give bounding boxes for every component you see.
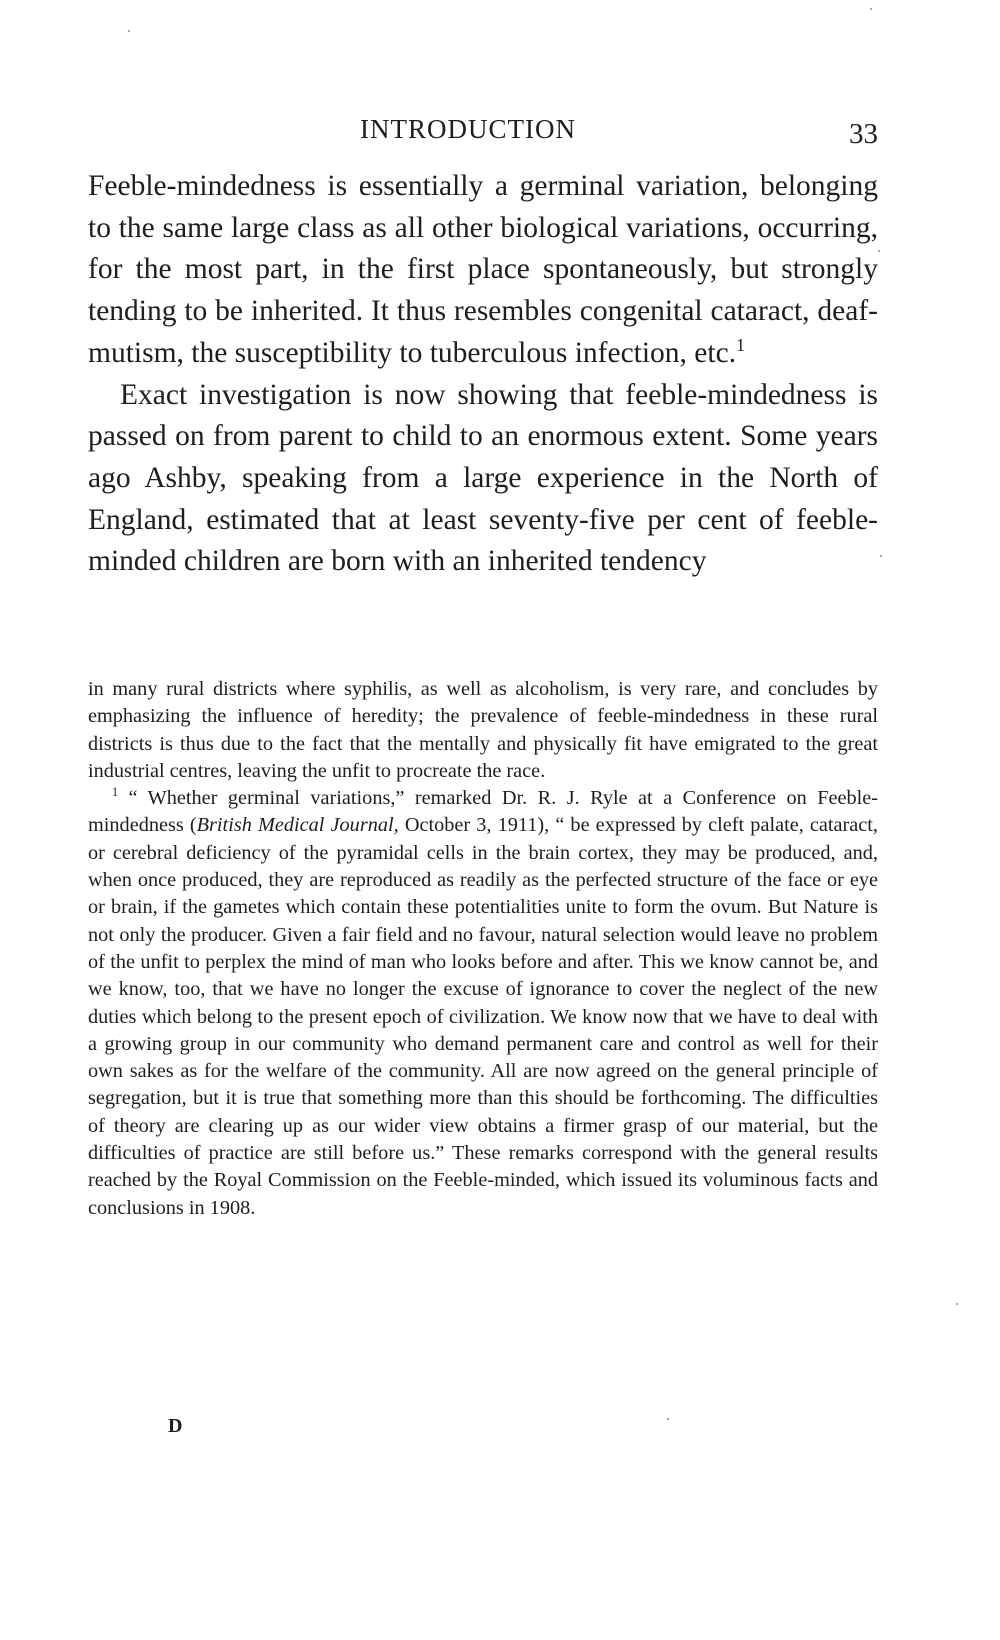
scan-speck [870, 8, 872, 10]
footnote-1-journal-title: British Medical Journal, [196, 814, 399, 837]
running-title: INTRODUCTION [360, 114, 576, 144]
signature-mark: D [168, 1415, 183, 1437]
scan-speck [128, 30, 130, 32]
footnote-continuation: in many rural districts where syphilis, as well as alcoholism, is very rare, and concludes by emphasizing the influence of heredity; the prevalence of feeble-mindedness in these rural districts is thus due to the fact that the mentally and physically fit have emigrated to the great industrial centres, leaving the unfit to procreate the race. [88, 678, 878, 782]
scan-speck [667, 1418, 669, 1420]
paragraph-1-text: Feeble-mindedness is essentially a germinal variation, belonging to the same large class as all other biological variations, occurring, for the most part, in the first place spontaneously, but strongly tending to be inherited. It thus resembles congenital cataract, deaf-mutism, the susceptibility to tuberculous infection, etc. [88, 170, 878, 369]
footnotes [88, 676, 878, 1222]
scan-speck [956, 1303, 958, 1305]
footnote-1-text-end: October 3, 1911), “ be expressed by cleft palate, cataract, or cerebral deficiency of the pyramidal cells in the brain cortex, they may be produced, and, when once produced, they are reproduced as readily as the perfected structure of the face or eye or brain, if the gametes which contain these potentialities unite to form the ovum. But Nature is not only the producer. Given a fair field and no favour, natural selection would leave no problem of the unfit to perplex the mind of man who looks before and after. This we know cannot be, and we know, too, that we have no longer the excuse of ignorance to cover the neglect of the new duties which belong to the present epoch of civilization. We know now that we have to deal with a growing group in our community who demand permanent care and control as well for their own sakes as for the welfare of the community. All are now agreed on the general principle of segregation, but it is true that something more than this should be forthcoming. The difficulties of theory are clearing up as our wider view obtains a firmer grasp of our material, but the difficulties of practice are still before us.” These remarks correspond with the general results reached by the Royal Commission on the Feeble-minded, which issued its voluminous facts and conclusions in 1908. [88, 814, 878, 1219]
scan-speck [880, 555, 882, 557]
running-head [88, 114, 878, 154]
scan-speck [878, 250, 880, 252]
main-text [88, 166, 878, 583]
footnote-1-mark: 1 [112, 785, 119, 800]
footnote-1-text-start: “ Whether germinal variations,” remarked Dr. R. J. Ryle at a Conference on Feeble-mindedness ( [88, 787, 879, 837]
paragraph-1 [88, 166, 878, 375]
paragraph-2: Exact investigation is now showing that feeble-mindedness is passed on from parent to child to an enormous extent. Some years ago Ashby, speaking from a large experience in the North of England, estimated that at least seventy-five per cent of feeble-minded children are born with an inherited tendency [88, 378, 878, 578]
page-number: 33 [849, 118, 878, 150]
footnote-reference-1: 1 [736, 334, 745, 355]
footnote-1 [88, 785, 878, 1222]
